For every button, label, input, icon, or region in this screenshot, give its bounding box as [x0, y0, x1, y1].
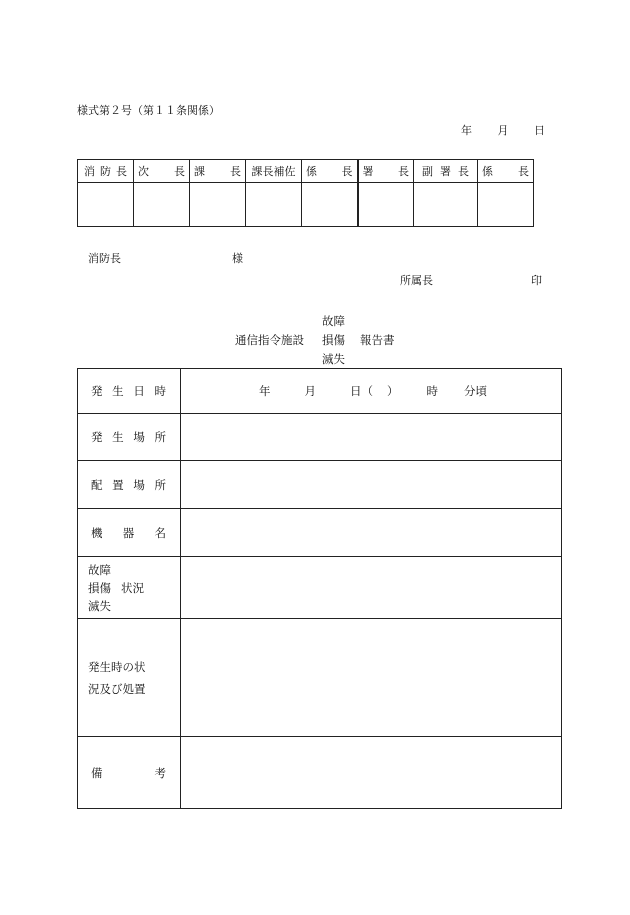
row-status — [78, 557, 562, 619]
status-field[interactable] — [181, 557, 562, 619]
seal-mark: 印 — [531, 274, 542, 287]
stamp-box[interactable] — [302, 183, 358, 227]
label-situation-action: 発生時の状 況及び処置 — [78, 619, 181, 737]
status-option-loss: 滅失 — [88, 598, 111, 613]
label-occurrence-datetime: 発 生 日 時 — [78, 369, 181, 414]
approval-stamp-table — [77, 159, 534, 227]
occurrence-place-field[interactable] — [181, 414, 562, 461]
status-suffix: 状況 — [121, 580, 144, 595]
installed-place-field[interactable] — [181, 461, 562, 509]
date-day-label: 日 — [534, 124, 545, 137]
stamp-box[interactable] — [246, 183, 302, 227]
dt-day: 日（ — [350, 384, 373, 398]
row-situation-action — [78, 619, 562, 737]
status-option-failure: 故障 — [88, 562, 111, 577]
label-status — [78, 557, 181, 619]
approval-header-deputy-chief: 次 長 — [134, 160, 190, 183]
approval-header-deputy-station-chief: 副 署 長 — [414, 160, 478, 183]
approval-header-chief: 消 防 長 — [78, 160, 134, 183]
approval-header-section-chief: 課 長 — [190, 160, 246, 183]
sender-title: 所属長 — [400, 274, 433, 287]
date-header — [461, 122, 545, 138]
approval-stamp-row — [78, 183, 534, 227]
dt-month: 月 — [304, 384, 316, 398]
addressee-title: 消防長 — [88, 252, 121, 265]
title-option-damage: 損傷 — [322, 333, 345, 347]
label-equipment-name: 機 器 名 — [78, 509, 181, 557]
approval-header-unit-chief: 係 長 — [302, 160, 358, 183]
report-title-prefix: 通信指令施設 — [235, 333, 304, 347]
title-option-failure: 故障 — [322, 314, 345, 328]
dt-hour: 時 — [426, 384, 438, 398]
status-option-damage: 損傷 — [88, 580, 111, 595]
stamp-box[interactable] — [78, 183, 134, 227]
row-occurrence-datetime — [78, 369, 562, 414]
addressee-honorific: 様 — [232, 252, 243, 265]
approval-header-station-unit-chief: 係 長 — [478, 160, 534, 183]
stamp-box[interactable] — [134, 183, 190, 227]
situation-action-field[interactable] — [181, 619, 562, 737]
row-equipment-name — [78, 509, 562, 557]
equipment-name-field[interactable] — [181, 509, 562, 557]
label-occurrence-place: 発 生 場 所 — [78, 414, 181, 461]
stamp-box[interactable] — [190, 183, 246, 227]
dt-paren-close: ） — [387, 384, 399, 398]
dt-year: 年 — [259, 384, 271, 398]
date-year-label: 年 — [461, 124, 472, 137]
remarks-field[interactable] — [181, 737, 562, 809]
stamp-box[interactable] — [478, 183, 534, 227]
report-table — [77, 368, 562, 809]
approval-header-row — [78, 160, 534, 183]
row-installed-place — [78, 461, 562, 509]
stamp-box[interactable] — [358, 183, 414, 227]
label-installed-place: 配 置 場 所 — [78, 461, 181, 509]
date-month-label: 月 — [497, 124, 509, 137]
label-remarks: 備 考 — [78, 737, 181, 809]
approval-header-assistant-section-chief: 課長補佐 — [246, 160, 302, 183]
row-occurrence-place — [78, 414, 562, 461]
form-number: 様式第２号（第１１条関係） — [77, 104, 220, 117]
report-title-suffix: 報告書 — [360, 333, 395, 347]
title-option-loss: 滅失 — [322, 352, 345, 366]
approval-header-station-chief: 署 長 — [358, 160, 414, 183]
row-remarks — [78, 737, 562, 809]
dt-minute: 分頃 — [464, 384, 487, 398]
occurrence-datetime-field[interactable] — [181, 369, 562, 414]
stamp-box[interactable] — [414, 183, 478, 227]
